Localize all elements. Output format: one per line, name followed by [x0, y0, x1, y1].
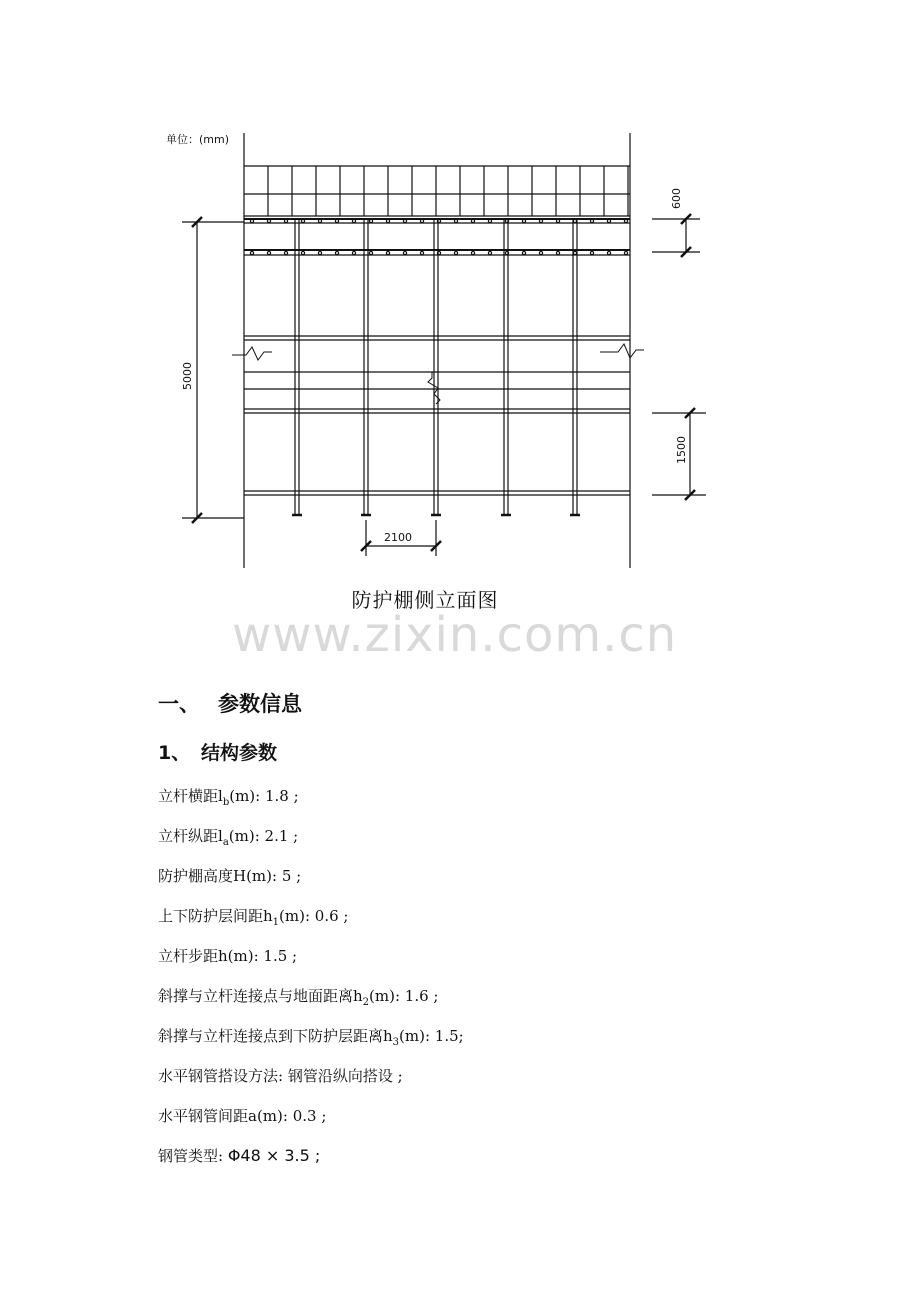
- unit-label: 单位：(mm): [166, 133, 230, 146]
- break-right: [600, 344, 644, 358]
- clamp-dot: [573, 251, 576, 254]
- clamp-dot: [318, 219, 321, 222]
- clamp-dot: [369, 219, 372, 222]
- param-item: 上下防护层间距$h_1(m)$: 0.6 ;: [158, 907, 349, 928]
- clamp-dot: [522, 219, 525, 222]
- clamp-dot: [573, 219, 576, 222]
- clamp-dot: [420, 251, 423, 254]
- clamp-dot: [250, 219, 253, 222]
- param-item: 斜撑与立杆连接点到下防护层距离$h_3(m)$: 1.5;: [158, 1027, 464, 1048]
- clamp-dot: [488, 251, 491, 254]
- clamp-dot: [386, 251, 389, 254]
- param-item-pipe: 钢管类型: Φ48 × 3.5 ;: [158, 1146, 321, 1165]
- clamp-dot: [522, 251, 525, 254]
- clamp-dot: [403, 251, 406, 254]
- clamp-dot: [352, 219, 355, 222]
- clamp-dot: [437, 251, 440, 254]
- clamp-dot: [556, 251, 559, 254]
- clamp-dot: [624, 251, 627, 254]
- param-item: 立杆步距h(m): 1.5 ;: [158, 947, 298, 965]
- dim-1500-label: 1500: [675, 436, 688, 464]
- standards: [250, 219, 627, 515]
- clamp-dot: [454, 219, 457, 222]
- break-left: [232, 347, 272, 360]
- clamp-dot: [386, 219, 389, 222]
- clamp-dot: [284, 219, 287, 222]
- clamp-dot: [335, 219, 338, 222]
- clamp-dot: [301, 251, 304, 254]
- dim-600-label: 600: [670, 188, 683, 209]
- subsection-title: 结构参数: [201, 742, 278, 764]
- clamp-dot: [590, 251, 593, 254]
- section-number: 一、: [158, 692, 200, 716]
- dim-2100-label: 2100: [384, 531, 412, 544]
- clamp-dot: [284, 251, 287, 254]
- clamp-dot: [369, 251, 372, 254]
- clamp-dot: [539, 219, 542, 222]
- clamp-dot: [607, 219, 610, 222]
- clamp-dot: [335, 251, 338, 254]
- clamp-dot: [556, 219, 559, 222]
- param-item: 斜撑与立杆连接点与地面距离$h_2(m)$: 1.6 ;: [158, 987, 439, 1008]
- clamp-dot: [505, 251, 508, 254]
- clamp-dot: [301, 219, 304, 222]
- parameter-list: [158, 784, 464, 1184]
- param-item: 立杆纵距$l_a(m)$: 2.1 ;: [158, 827, 299, 848]
- clamp-dot: [471, 251, 474, 254]
- dim-5000-label: 5000: [181, 362, 194, 390]
- watermark: www.zixin.com.cn: [232, 607, 678, 663]
- clamp-dot: [267, 251, 270, 254]
- clamp-dot: [505, 219, 508, 222]
- figure-caption: 防护棚侧立面图: [351, 588, 499, 612]
- clamp-dot: [403, 219, 406, 222]
- section-title: 参数信息: [218, 692, 302, 716]
- param-item: 水平钢管间距a(m): 0.3 ;: [158, 1107, 327, 1125]
- clamp-dot: [437, 219, 440, 222]
- param-item: 防护棚高度H(m): 5 ;: [158, 867, 302, 885]
- clamp-dot: [318, 251, 321, 254]
- clamp-dot: [590, 219, 593, 222]
- elevation-drawing: [0, 0, 920, 600]
- param-item: 立杆横距$l_b(m)$: 1.8 ;: [158, 787, 299, 808]
- clamp-dot: [488, 219, 491, 222]
- subsection-heading: [158, 738, 277, 765]
- clamp-dot: [607, 251, 610, 254]
- clamp-dot: [471, 219, 474, 222]
- top-grid: [268, 166, 628, 216]
- clamp-dot: [420, 219, 423, 222]
- section-heading: [158, 688, 302, 718]
- clamp-dot: [624, 219, 627, 222]
- param-item: 水平钢管搭设方法: 钢管沿纵向搭设 ;: [158, 1067, 403, 1085]
- clamp-dot: [539, 251, 542, 254]
- subsection-number: 1、: [158, 742, 191, 764]
- clamp-dot: [267, 219, 270, 222]
- clamp-dot: [352, 251, 355, 254]
- clamp-dot: [454, 251, 457, 254]
- clamp-dot: [250, 251, 253, 254]
